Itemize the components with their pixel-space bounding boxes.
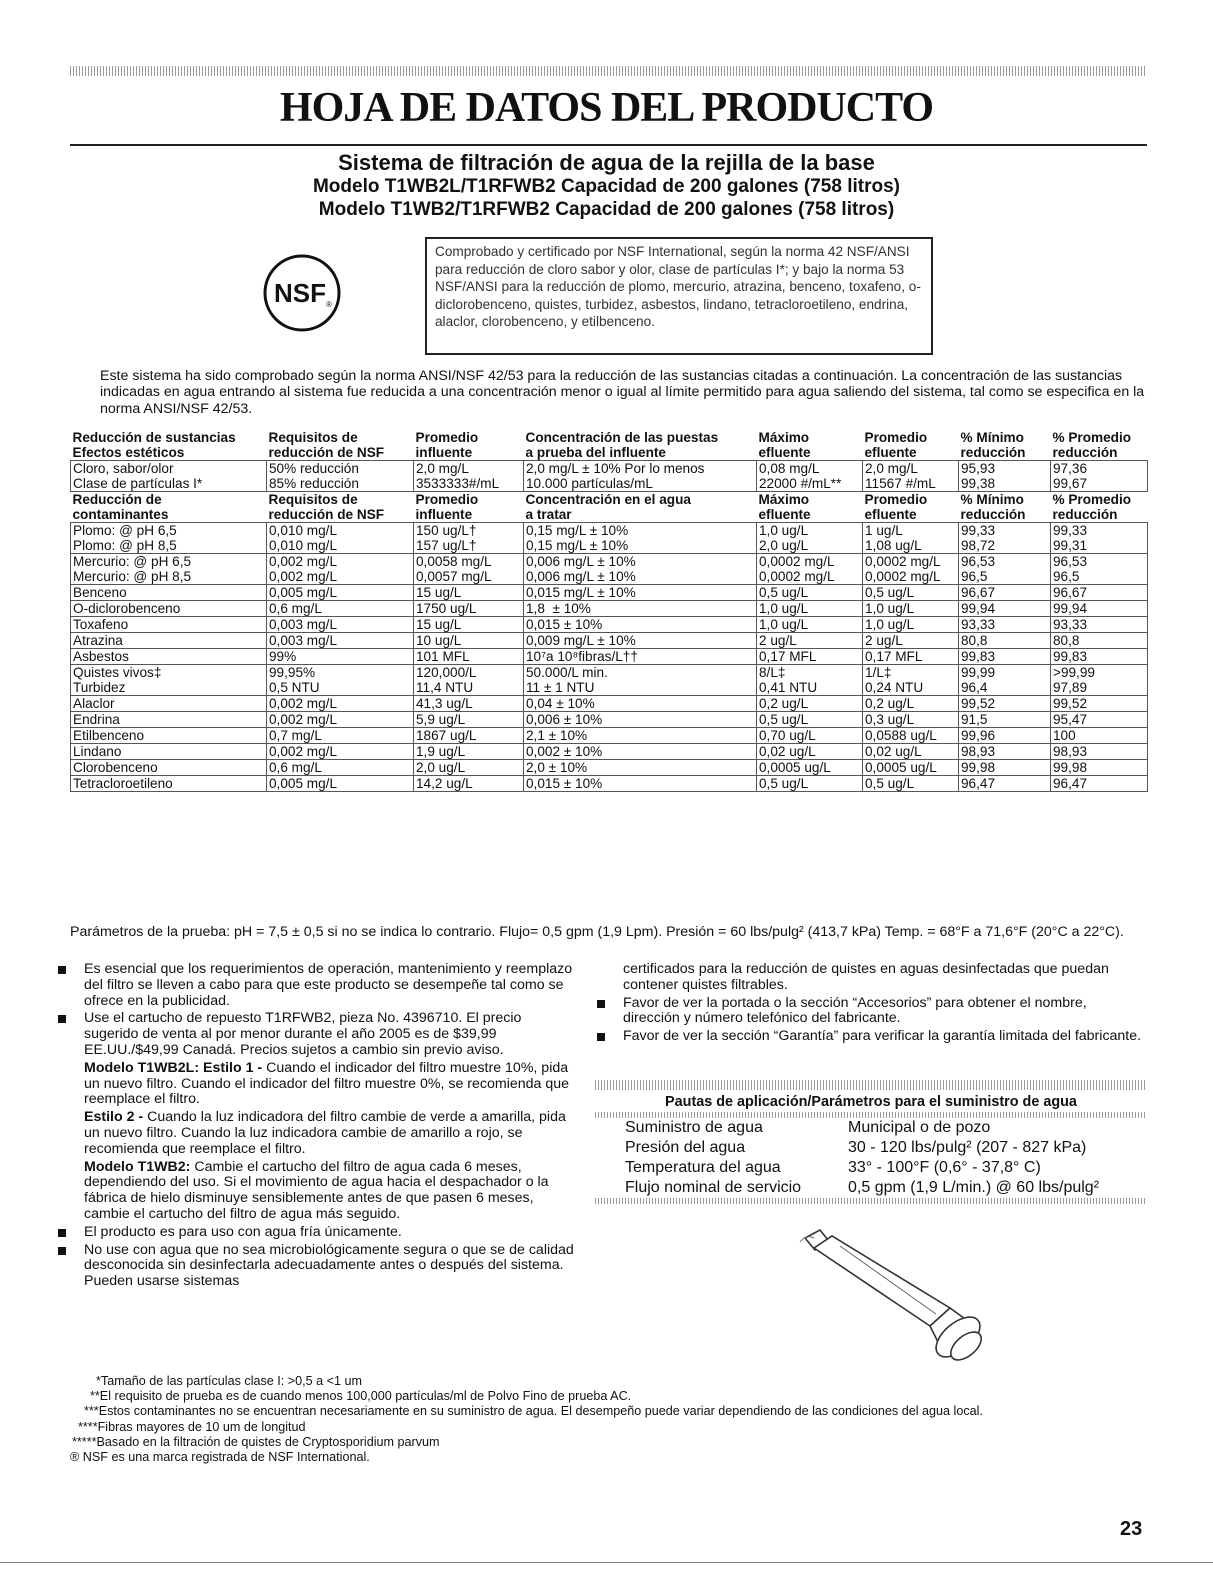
guide-row: [595, 1118, 1147, 1138]
water-supply-guidelines: [595, 1080, 1147, 1204]
table-row: [71, 728, 1148, 744]
table-cell: % Promedio reducción: [1051, 492, 1148, 523]
table-cell: 50.000/L min. 11 ± 1 NTU: [524, 665, 757, 696]
table-cell: 0,002 mg/L: [267, 712, 414, 728]
table-row: [71, 696, 1148, 712]
table-cell: 1,0 ug/L: [757, 601, 863, 617]
table-row: [71, 649, 1148, 665]
nsf-logo-icon: [262, 253, 342, 333]
table-cell: 0,5 ug/L: [757, 585, 863, 601]
model-t1wb2l-text: Cuando el indicador del filtro muestre 10%, pida un nuevo filtro. Cuando el indicador del filtro muestre 0%, se recomienda que reemplace el filtro.: [84, 1059, 570, 1108]
table-row: [71, 554, 1148, 585]
table-cell: Atrazina: [71, 633, 267, 649]
table-cell: 0,5 ug/L: [863, 776, 959, 792]
table-cell: 99,33 99,31: [1051, 523, 1148, 554]
table-cell: 99,95% 0,5 NTU: [267, 665, 414, 696]
table-cell: 98,93: [1051, 744, 1148, 760]
cyst-continuation: certificados para la reducción de quistes en aguas desinfectadas que puedan contener quistes filtrables.: [623, 961, 1109, 993]
footnote: *****Basado en la filtración de quistes de Cryptosporidium parvum: [72, 1434, 440, 1449]
table-header-contaminant: [71, 492, 1148, 523]
table-cell: 1,9 ug/L: [414, 744, 524, 760]
table-cell: 93,33: [1051, 617, 1148, 633]
table-cell: 96,47: [1051, 776, 1148, 792]
table-cell: Máximo efluente: [757, 492, 863, 523]
table-cell: 0,6 mg/L: [267, 760, 414, 776]
table-cell: 100: [1051, 728, 1148, 744]
guide-label: Presión del agua: [625, 1139, 746, 1156]
table-cell: 99,94: [959, 601, 1051, 617]
table-cell: 0,0588 ug/L: [863, 728, 959, 744]
table-cell: 0,002 mg/L 0,002 mg/L: [267, 554, 414, 585]
table-row: [71, 712, 1148, 728]
table-cell: Etilbenceno: [71, 728, 267, 744]
table-cell: 99,98: [1051, 760, 1148, 776]
guide-value: 0,5 gpm (1,9 L/min.) @ 60 lbs/pulg²: [848, 1179, 1100, 1196]
footnote: ***Estos contaminantes no se encuentran necesariamente en su suministro de agua. El desempeño puede variar dependiendo de las condiciones del agua local.: [84, 1404, 983, 1419]
nsf-certification-box: Comprobado y certificado por NSF International, según la norma 42 NSF/ANSI para reducción de cloro sabor y olor, clase de partículas I*; y bajo la norma 53 NSF/ANSI para la reducción de plomo, mercurio, atrazina, benceno, toxafeno, o-diclorobenceno, quistes, turbidez, asbestos, lindano, tetracloroetileno, endrina, alaclor, clorobenceno, y etilbenceno.: [425, 237, 933, 355]
table-row: [71, 461, 1148, 492]
table-cell: 50% reducción 85% reducción: [267, 461, 414, 492]
table-cell: 0,006 mg/L ± 10% 0,006 mg/L ± 10%: [524, 554, 757, 585]
footnotes: [70, 1374, 1150, 1465]
table-cell: 0,003 mg/L: [267, 633, 414, 649]
table-cell: Promedio influente: [414, 430, 524, 461]
table-cell: 101 MFL: [414, 649, 524, 665]
model-t1wb2-text: Cambie el cartucho del filtro de agua cada 6 meses, dependiendo del uso. Si el movimiento de agua hacia el despachador o la fábrica de hielo disminuye sensiblemente antes de que pasen 6 meses, cambie el cartucho del filtro de agua más seguido.: [84, 1158, 549, 1222]
guide-row: [595, 1178, 1147, 1198]
table-cell: Concentración en el agua a tratar: [524, 492, 757, 523]
table-cell: 99,94: [1051, 601, 1148, 617]
table-cell: Requisitos de reducción de NSF: [267, 492, 414, 523]
model-line-2: Modelo T1WB2/T1RFWB2 Capacidad de 200 galones (758 litros): [318, 199, 895, 220]
table-cell: 99,83: [959, 649, 1051, 665]
guide-label: Suministro de agua: [625, 1119, 763, 1136]
table-cell: 0,5 ug/L: [757, 712, 863, 728]
table-cell: 1,0 ug/L 2,0 ug/L: [757, 523, 863, 554]
table-cell: 1867 ug/L: [414, 728, 524, 744]
table-cell: % Promedio reducción: [1051, 430, 1148, 461]
model-t1wb2l-note: [56, 1061, 576, 1108]
nsf-logo-text: NSF: [274, 278, 326, 308]
guide-bottom-rule: [595, 1198, 1147, 1204]
table-cell: 0,17 MFL: [863, 649, 959, 665]
table-cell: 2 ug/L: [863, 633, 959, 649]
table-cell: Benceno: [71, 585, 267, 601]
bullet-maintenance: Es esencial que los requerimientos de operación, mantenimiento y reemplazo del filtro se lleven a cabo para que este producto se desempeñe tal como se ofrece en la publicidad.: [56, 962, 576, 1009]
table-cell: 95,47: [1051, 712, 1148, 728]
table-cell: Plomo: @ pH 6,5 Plomo: @ pH 8,5: [71, 523, 267, 554]
table-cell: Alaclor: [71, 696, 267, 712]
table-cell: Mercurio: @ pH 6,5 Mercurio: @ pH 8,5: [71, 554, 267, 585]
footnote: ® NSF es una marca registrada de NSF International.: [70, 1450, 370, 1465]
table-cell: 96,67: [1051, 585, 1148, 601]
table-cell: 0,15 mg/L ± 10% 0,15 mg/L ± 10%: [524, 523, 757, 554]
table-cell: 80,8: [959, 633, 1051, 649]
table-cell: 15 ug/L: [414, 585, 524, 601]
table-header-aesthetic: [71, 430, 1148, 461]
table-cell: 5,9 ug/L: [414, 712, 524, 728]
guide-label: Flujo nominal de servicio: [625, 1179, 802, 1196]
table-cell: 0,70 ug/L: [757, 728, 863, 744]
guide-row: [595, 1138, 1147, 1158]
table-cell: 10⁷a 10⁸fibras/L††: [524, 649, 757, 665]
table-cell: 1750 ug/L: [414, 601, 524, 617]
table-row: [71, 633, 1148, 649]
table-cell: 0,2 ug/L: [863, 696, 959, 712]
table-cell: 0,003 mg/L: [267, 617, 414, 633]
table-cell: Máximo efluente: [757, 430, 863, 461]
style-2-label: Estilo 2 -: [84, 1109, 144, 1126]
table-cell: 0,5 ug/L: [863, 585, 959, 601]
table-cell: Tetracloroetileno: [71, 776, 267, 792]
table-cell: 93,33: [959, 617, 1051, 633]
table-cell: 99,83: [1051, 649, 1148, 665]
table-cell: O-diclorobenceno: [71, 601, 267, 617]
table-cell: 1 ug/L 1,08 ug/L: [863, 523, 959, 554]
table-cell: 1,0 ug/L: [863, 617, 959, 633]
table-cell: Asbestos: [71, 649, 267, 665]
guide-value: 33° - 100°F (0,6° - 37,8° C): [848, 1159, 1041, 1176]
table-cell: 1/L‡ 0,24 NTU: [863, 665, 959, 696]
table-cell: % Mínimo reducción: [959, 492, 1051, 523]
top-dotted-rule: [70, 66, 1147, 76]
svg-text:®: ®: [326, 300, 332, 309]
title-rule: [70, 144, 1147, 146]
table-cell: 2,0 ug/L: [414, 760, 524, 776]
table-cell: 2 ug/L: [757, 633, 863, 649]
intro-paragraph: Este sistema ha sido comprobado según la norma ANSI/NSF 42/53 para la reducción de las sustancias citadas a continuación. La concentración de las sustancias indicadas en agua entrando al sistema fue reducida a una concentración menor o igual al límite permitido para agua saliendo del sistema, tal como se especifica en la norma ANSI/NSF 42/53.: [100, 368, 1145, 417]
table-cell: 0,015 mg/L ± 10%: [524, 585, 757, 601]
table-cell: 0,0002 mg/L 0,0002 mg/L: [757, 554, 863, 585]
table-cell: 0,0058 mg/L 0,0057 mg/L: [414, 554, 524, 585]
table-cell: 96,47: [959, 776, 1051, 792]
table-cell: 0,002 ± 10%: [524, 744, 757, 760]
bullet-manufacturer-info: Favor de ver la portada o la sección “Accesorios” para obtener el nombre, dirección y número telefónico del fabricante.: [595, 996, 1147, 1028]
page-number: 23: [1120, 1518, 1143, 1540]
table-cell: 0,5 ug/L: [757, 776, 863, 792]
table-cell: Reducción de sustancias Efectos estéticos: [71, 430, 267, 461]
table-cell: 1,0 ug/L: [757, 617, 863, 633]
table-cell: 0,002 mg/L: [267, 696, 414, 712]
table-cell: 10 ug/L: [414, 633, 524, 649]
bullet-cold-water: El producto es para uso con agua fría únicamente.: [56, 1225, 576, 1241]
table-cell: Cloro, sabor/olor Clase de partículas I*: [71, 461, 267, 492]
table-cell: 99,98: [959, 760, 1051, 776]
table-cell: 1,0 ug/L: [863, 601, 959, 617]
table-row: [71, 601, 1148, 617]
table-cell: 41,3 ug/L: [414, 696, 524, 712]
style-2-text: Cuando la luz indicadora del filtro cambie de verde a amarilla, pida un nuevo filtro. Cuando la luz indicadora cambie de amarillo a rojo, se recomienda que reemplace el filtro.: [84, 1109, 566, 1157]
table-cell: 2,0 mg/L 3533333#/mL: [414, 461, 524, 492]
table-cell: Concentración de las puestas a prueba del influente: [524, 430, 757, 461]
guide-title: Pautas de aplicación/Parámetros para el suministro de agua: [665, 1094, 1077, 1110]
performance-table: [70, 430, 1148, 792]
page-title: HOJA DE DATOS DEL PRODUCTO: [279, 85, 934, 131]
table-cell: Endrina: [71, 712, 267, 728]
model-t1wb2-note: [56, 1160, 576, 1223]
table-cell: 96,67: [959, 585, 1051, 601]
table-cell: 0,006 ± 10%: [524, 712, 757, 728]
table-row: [71, 523, 1148, 554]
table-cell: 0,015 ± 10%: [524, 617, 757, 633]
table-cell: 8/L‡ 0,41 NTU: [757, 665, 863, 696]
table-cell: % Mínimo reducción: [959, 430, 1051, 461]
table-cell: Promedio influente: [414, 492, 524, 523]
table-cell: 0,02 ug/L: [863, 744, 959, 760]
table-cell: 99,52: [959, 696, 1051, 712]
table-cell: 0,009 mg/L ± 10%: [524, 633, 757, 649]
table-cell: 0,7 mg/L: [267, 728, 414, 744]
table-cell: 0,02 ug/L: [757, 744, 863, 760]
table-cell: 0,04 ± 10%: [524, 696, 757, 712]
table-row: [71, 665, 1148, 696]
bottom-rule: [0, 1562, 1213, 1563]
table-cell: 2,0 ± 10%: [524, 760, 757, 776]
product-subtitle: Sistema de filtración de agua de la rejilla de la base: [338, 150, 875, 175]
test-parameters: Parámetros de la prueba: pH = 7,5 ± 0,5 si no se indica lo contrario. Flujo= 0,5 gpm (1,9 Lpm). Presión = 60 lbs/pulg² (413,7 kPa) Temp. = 68°F a 71,6°F (20°C a 22°C).: [70, 924, 1124, 940]
table-cell: 95,93 99,38: [959, 461, 1051, 492]
left-column: [56, 962, 576, 1292]
table-cell: 0,6 mg/L: [267, 601, 414, 617]
table-cell: 0,3 ug/L: [863, 712, 959, 728]
table-cell: Toxafeno: [71, 617, 267, 633]
table-cell: 120,000/L 11,4 NTU: [414, 665, 524, 696]
table-row: [71, 585, 1148, 601]
table-cell: 0,005 mg/L: [267, 585, 414, 601]
table-cell: 150 ug/L† 157 ug/L†: [414, 523, 524, 554]
table-cell: 2,0 mg/L ± 10% Por lo menos 10.000 partículas/mL: [524, 461, 757, 492]
table-cell: 0,010 mg/L 0,010 mg/L: [267, 523, 414, 554]
table-cell: 99%: [267, 649, 414, 665]
footnote: ****Fibras mayores de 10 um de longitud: [78, 1419, 306, 1434]
table-cell: Lindano: [71, 744, 267, 760]
table-cell: 0,2 ug/L: [757, 696, 863, 712]
table-cell: 96,53 96,5: [1051, 554, 1148, 585]
footnote: *Tamaño de las partículas clase I: >0,5 a <1 um: [96, 1374, 363, 1388]
table-cell: 0,005 mg/L: [267, 776, 414, 792]
table-cell: 0,002 mg/L: [267, 744, 414, 760]
bullet-replacement-cartridge: Use el cartucho de repuesto T1RFWB2, pieza No. 4396710. El precio sugerido de venta al por menor durante el año 2005 es de $39,99 EE.UU./$49,99 Canadá. Precios sujetos a cambio sin previo aviso.: [56, 1011, 576, 1058]
guide-label: Temperatura del agua: [625, 1159, 781, 1176]
table-row: [71, 617, 1148, 633]
style-2-note: [56, 1110, 576, 1157]
table-cell: Promedio efluente: [863, 430, 959, 461]
table-cell: 99,96: [959, 728, 1051, 744]
table-cell: 0,0005 ug/L: [757, 760, 863, 776]
model-t1wb2-label: Modelo T1WB2:: [84, 1158, 191, 1175]
bullet-water-safety: No use con agua que no sea microbiológicamente segura o que se de calidad desconocida sin desinfectarla adecuadamente antes o después del sistema. Pueden usarse sistemas: [56, 1243, 576, 1290]
footnote: **El requisito de prueba es de cuando menos 100,000 partículas/ml de Polvo Fino de prueba AC.: [90, 1389, 632, 1404]
table-cell: 0,08 mg/L 22000 #/mL**: [757, 461, 863, 492]
table-cell: 99,99 96,4: [959, 665, 1051, 696]
table-cell: 0,0005 ug/L: [863, 760, 959, 776]
table-cell: Promedio efluente: [863, 492, 959, 523]
guide-value: 30 - 120 lbs/pulg² (207 - 827 kPa): [848, 1139, 1087, 1156]
table-cell: 99,33 98,72: [959, 523, 1051, 554]
right-column: [595, 962, 1147, 1047]
table-cell: 96,53 96,5: [959, 554, 1051, 585]
table-cell: 0,015 ± 10%: [524, 776, 757, 792]
model-line-1: Modelo T1WB2L/T1RFWB2 Capacidad de 200 galones (758 litros): [312, 176, 900, 197]
table-cell: 91,5: [959, 712, 1051, 728]
table-cell: 0,0002 mg/L 0,0002 mg/L: [863, 554, 959, 585]
table-cell: 1,8 ± 10%: [524, 601, 757, 617]
table-cell: Quistes vivos‡ Turbidez: [71, 665, 267, 696]
table-cell: 2,1 ± 10%: [524, 728, 757, 744]
guide-top-rule: [595, 1080, 1147, 1090]
table-cell: Clorobenceno: [71, 760, 267, 776]
table-cell: 99,52: [1051, 696, 1148, 712]
bullet-warranty: Favor de ver la sección “Garantía” para verificar la garantía limitada del fabricante.: [595, 1029, 1147, 1045]
table-cell: 80,8: [1051, 633, 1148, 649]
table-cell: 2,0 mg/L 11567 #/mL: [863, 461, 959, 492]
table-row: [71, 760, 1148, 776]
guide-row: [595, 1158, 1147, 1178]
table-cell: 14,2 ug/L: [414, 776, 524, 792]
table-cell: >99,99 97,89: [1051, 665, 1148, 696]
table-cell: Requisitos de reducción de NSF: [267, 430, 414, 461]
table-cell: Reducción de contaminantes: [71, 492, 267, 523]
table-cell: 0,17 MFL: [757, 649, 863, 665]
filter-cartridge-illustration: [780, 1226, 1000, 1371]
table-row: [71, 744, 1148, 760]
table-cell: 98,93: [959, 744, 1051, 760]
table-row: [71, 776, 1148, 792]
table-cell: 97,36 99,67: [1051, 461, 1148, 492]
table-cell: 15 ug/L: [414, 617, 524, 633]
model-t1wb2l-label: Modelo T1WB2L: Estilo 1 -: [84, 1059, 263, 1076]
guide-value: Municipal o de pozo: [848, 1119, 991, 1136]
